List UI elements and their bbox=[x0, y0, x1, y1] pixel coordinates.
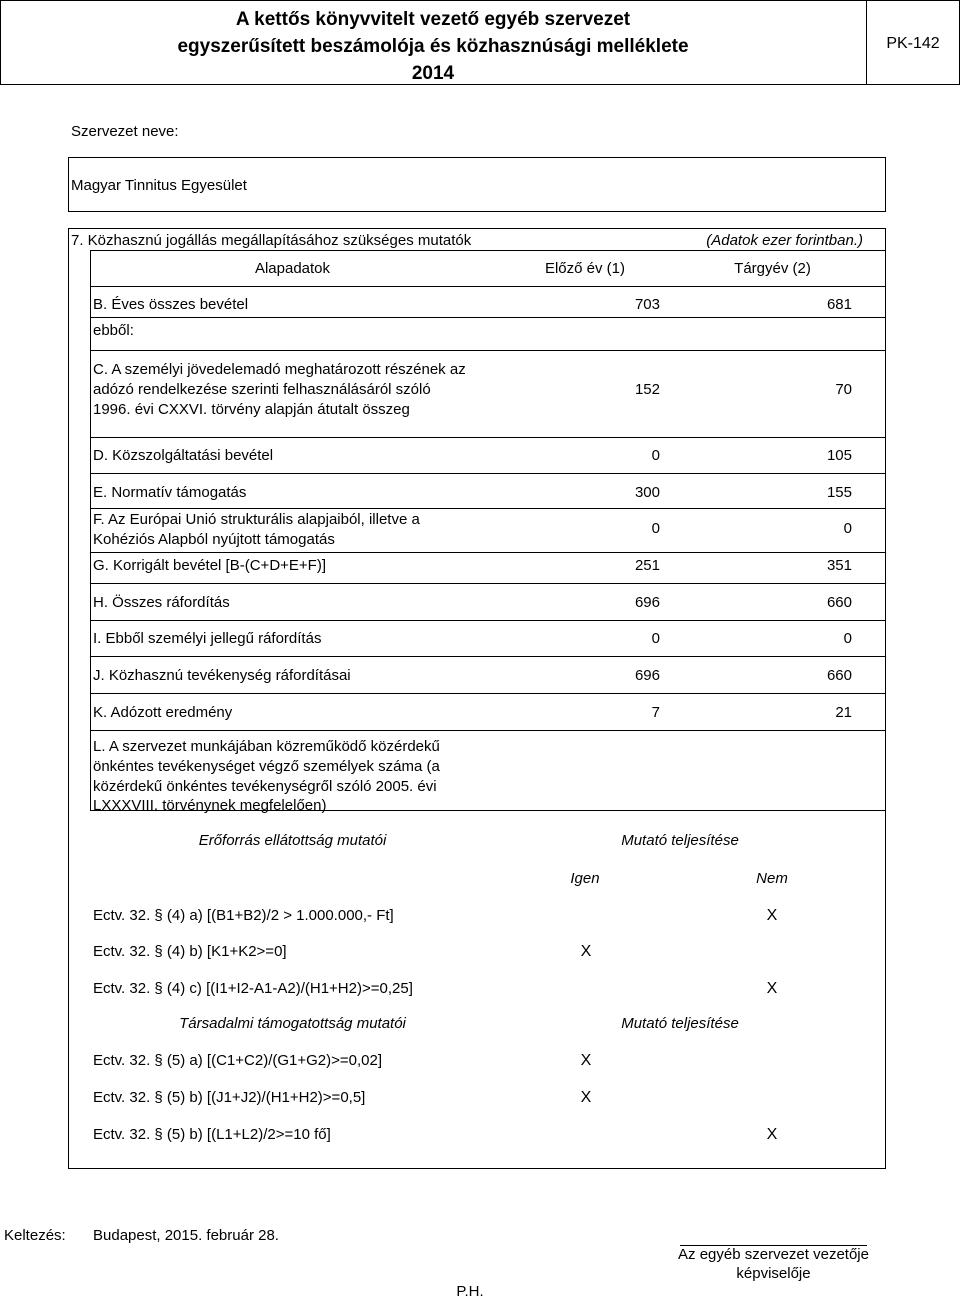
signature-label-1: Az egyéb szervezet vezetője bbox=[678, 1246, 869, 1263]
date-value: Budapest, 2015. február 28. bbox=[93, 1227, 279, 1244]
resource-row-1-label: Ectv. 32. § (4) a) [(B1+B2)/2 > 1.000.000,- Ft] bbox=[93, 907, 394, 924]
row-i-prev: 0 bbox=[651, 630, 660, 647]
resource-row-3-no-mark: X bbox=[766, 980, 778, 997]
resource-row-1-no-mark: X bbox=[766, 907, 778, 924]
col-header-prev: Előző év (1) bbox=[544, 260, 626, 277]
row-d-label: D. Közszolgáltatási bevétel bbox=[93, 447, 274, 464]
row-line bbox=[90, 583, 886, 584]
row-i-label: I. Ebből személyi jellegű ráfordítás bbox=[93, 630, 322, 647]
signature-label-2: képviselője bbox=[736, 1265, 811, 1282]
row-l-label-2: önkéntes tevékenységet végző személyek száma (a bbox=[93, 758, 440, 775]
row-g-curr: 351 bbox=[826, 557, 852, 574]
row-d-curr: 105 bbox=[826, 447, 852, 464]
row-h-prev: 696 bbox=[634, 594, 660, 611]
doc-year: 2014 bbox=[411, 63, 455, 84]
resource-row-2-label: Ectv. 32. § (4) b) [K1+K2>=0] bbox=[93, 943, 287, 960]
row-line bbox=[90, 620, 886, 621]
row-line bbox=[90, 730, 886, 731]
row-l-label-3: közérdekű önkéntes tevékenységről szóló 2005. évi bbox=[93, 778, 437, 795]
resources-header: Erőforrás ellátottság mutatói bbox=[198, 832, 387, 849]
org-name-label: Szervezet neve: bbox=[71, 123, 179, 140]
row-e-curr: 155 bbox=[826, 484, 852, 501]
social-row-1-yes-mark: X bbox=[580, 1052, 592, 1069]
row-c-prev: 152 bbox=[634, 381, 660, 398]
org-name: Magyar Tinnitus Egyesület bbox=[71, 177, 247, 194]
row-line bbox=[90, 350, 886, 351]
row-b-curr: 681 bbox=[826, 296, 852, 313]
row-l-label-1: L. A szervezet munkájában közreműködő közérdekű bbox=[93, 738, 440, 755]
row-f-curr: 0 bbox=[843, 520, 852, 537]
col-header-curr: Tárgyév (2) bbox=[734, 260, 811, 277]
row-j-prev: 696 bbox=[634, 667, 660, 684]
row-f-label-2: Kohéziós Alapból nyújtott támogatás bbox=[93, 531, 335, 548]
row-b-label: B. Éves összes bevétel bbox=[93, 296, 249, 313]
col-header-base: Alapadatok bbox=[254, 260, 331, 277]
row-g-label: G. Korrigált bevétel [B-(C+D+E+F)] bbox=[93, 557, 326, 574]
row-e-prev: 300 bbox=[634, 484, 660, 501]
row-j-label: J. Közhasznú tevékenység ráfordításai bbox=[93, 667, 351, 684]
row-g-prev: 251 bbox=[634, 557, 660, 574]
row-line bbox=[90, 656, 886, 657]
social-row-2-yes-mark: X bbox=[580, 1089, 592, 1106]
row-line bbox=[90, 552, 886, 553]
row-ebbol-label: ebből: bbox=[93, 322, 134, 339]
section-title: 7. Közhasznú jogállás megállapításához szükséges mutatók bbox=[71, 232, 472, 249]
date-label: Keltezés: bbox=[4, 1227, 66, 1244]
row-line bbox=[90, 693, 886, 694]
resource-row-3-label: Ectv. 32. § (4) c) [(I1+I2-A1-A2)/(H1+H2)>=0,25] bbox=[93, 980, 413, 997]
row-line bbox=[90, 317, 886, 318]
doc-title-line1: A kettős könyvvitelt vezető egyéb szervezet bbox=[235, 9, 631, 30]
doc-title-line2: egyszerűsített beszámolója és közhasznúsági melléklete bbox=[177, 36, 689, 57]
row-i-curr: 0 bbox=[843, 630, 852, 647]
social-row-1-label: Ectv. 32. § (5) a) [(C1+C2)/(G1+G2)>=0,02] bbox=[93, 1052, 383, 1069]
social-row-3-label: Ectv. 32. § (5) b) [(L1+L2)/2>=10 fő] bbox=[93, 1126, 331, 1143]
row-b-prev: 703 bbox=[634, 296, 660, 313]
row-k-prev: 7 bbox=[651, 704, 660, 721]
row-line bbox=[90, 508, 886, 509]
social-row-3-no-mark: X bbox=[766, 1126, 778, 1143]
social-fulfil-header: Mutató teljesítése bbox=[621, 1015, 739, 1032]
row-f-prev: 0 bbox=[651, 520, 660, 537]
row-j-curr: 660 bbox=[826, 667, 852, 684]
form-code: PK-142 bbox=[886, 35, 940, 52]
social-row-2-label: Ectv. 32. § (5) b) [(J1+J2)/(H1+H2)>=0,5] bbox=[93, 1089, 366, 1106]
row-line bbox=[90, 810, 886, 811]
stamp-placeholder: P.H. bbox=[456, 1283, 484, 1300]
row-c-curr: 70 bbox=[835, 381, 852, 398]
row-h-label: H. Összes ráfordítás bbox=[93, 594, 230, 611]
row-d-prev: 0 bbox=[651, 447, 660, 464]
row-line bbox=[90, 437, 886, 438]
row-c-label-3: 1996. évi CXXVI. törvény alapján átutalt összeg bbox=[93, 401, 410, 418]
answer-yes-header: Igen bbox=[570, 870, 600, 887]
answer-no-header: Nem bbox=[756, 870, 788, 887]
row-h-curr: 660 bbox=[826, 594, 852, 611]
social-header: Társadalmi támogatottság mutatói bbox=[179, 1015, 406, 1032]
row-line bbox=[90, 473, 886, 474]
row-k-curr: 21 bbox=[835, 704, 852, 721]
table-left-border bbox=[90, 250, 91, 811]
row-e-label: E. Normatív támogatás bbox=[93, 484, 247, 501]
resources-fulfil-header: Mutató teljesítése bbox=[621, 832, 739, 849]
unit-note: (Adatok ezer forintban.) bbox=[706, 232, 863, 249]
resource-row-2-yes-mark: X bbox=[580, 943, 592, 960]
row-f-label-1: F. Az Európai Unió strukturális alapjaiból, illetve a bbox=[93, 511, 420, 528]
row-l-label-4: LXXXVIII. törvénynek megfelelően) bbox=[93, 797, 327, 814]
row-k-label: K. Adózott eredmény bbox=[93, 704, 233, 721]
row-c-label-1: C. A személyi jövedelemadó meghatározott részének az bbox=[93, 361, 466, 378]
table-header-bottom bbox=[90, 286, 886, 287]
row-c-label-2: adózó rendelkezése szerinti felhasználásáról szóló bbox=[93, 381, 431, 398]
table-top-border bbox=[90, 250, 886, 251]
